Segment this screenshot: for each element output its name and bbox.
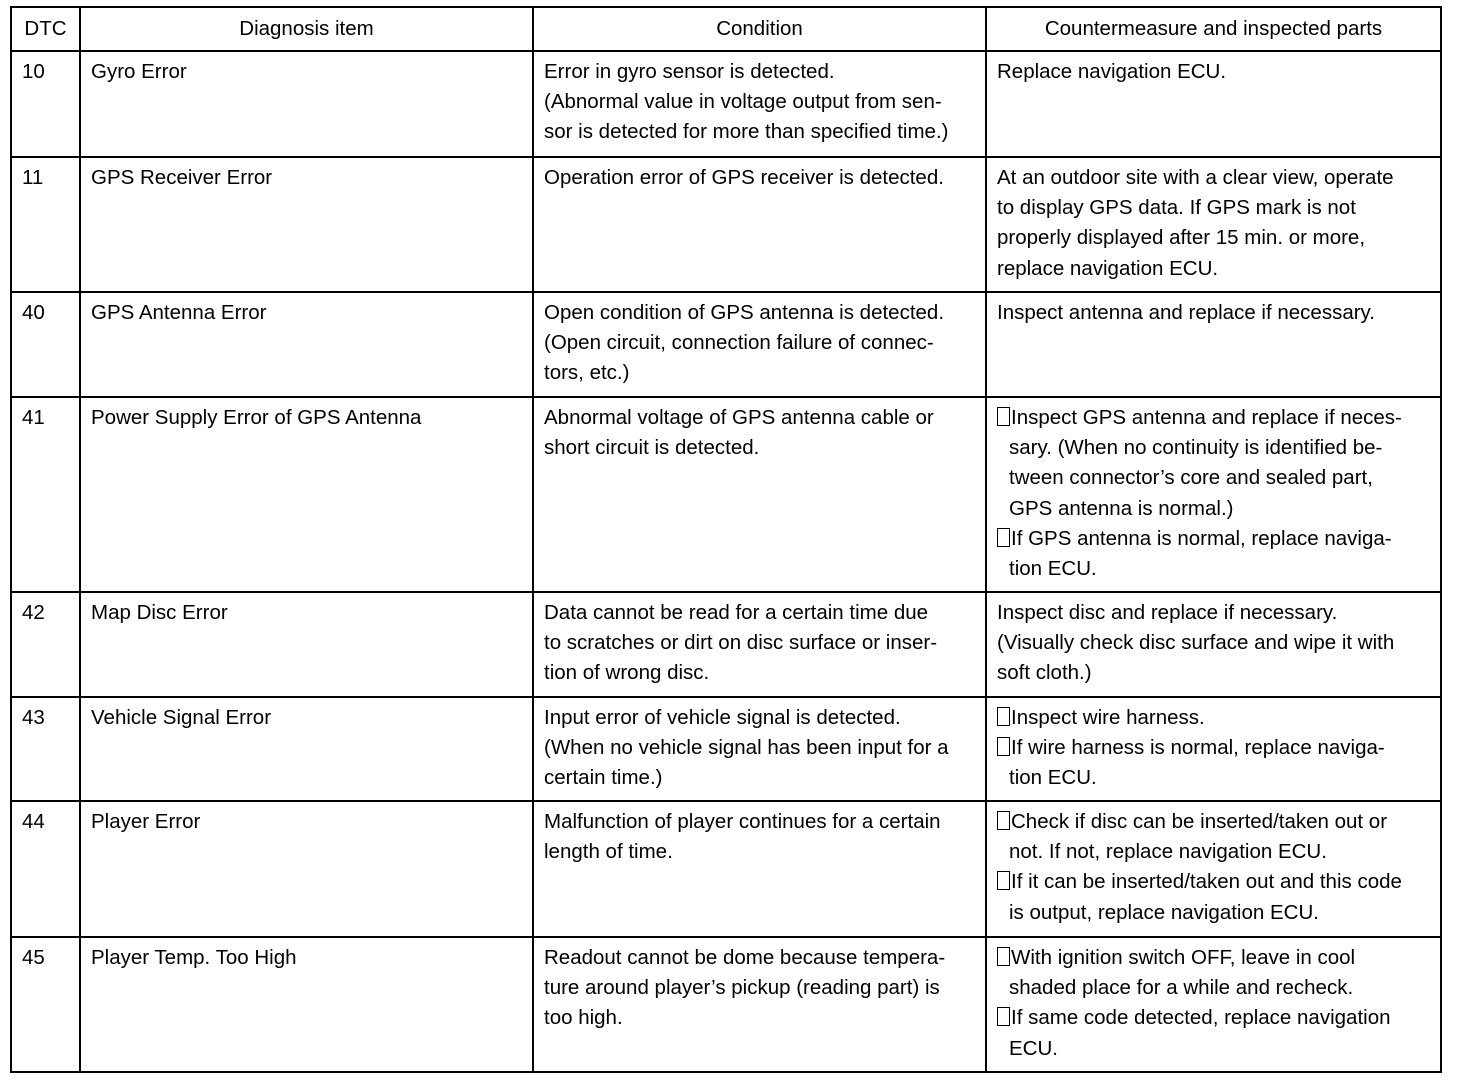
bullet-item — [997, 733, 1430, 793]
countermeasure-line: If it can be inserted/taken out and this code — [1011, 870, 1402, 894]
bullet-item — [997, 703, 1430, 733]
dtc-code: 11 — [11, 157, 80, 292]
condition-cell — [533, 292, 986, 397]
bullet-box-icon — [997, 528, 1010, 547]
bullet-box-icon — [997, 737, 1010, 756]
bullet-box-icon — [997, 1007, 1010, 1026]
header-diagnosis-item: Diagnosis item — [80, 7, 533, 51]
countermeasure-line: is output, replace navigation ECU. — [1009, 900, 1319, 924]
dtc-code: 45 — [11, 937, 80, 1072]
dtc-code: 42 — [11, 592, 80, 697]
countermeasure-line: sary. (When no continuity is identified be- — [1009, 436, 1383, 460]
countermeasure-line: ECU. — [1009, 1036, 1058, 1060]
diagnosis-item: Vehicle Signal Error — [80, 697, 533, 801]
countermeasure-line: tion ECU. — [1009, 766, 1097, 790]
countermeasure-cell — [986, 937, 1441, 1072]
condition-cell — [533, 801, 986, 937]
countermeasure-line: soft cloth.) — [997, 661, 1092, 685]
header-condition: Condition — [533, 7, 986, 51]
countermeasure-line: replace navigation ECU. — [997, 256, 1219, 280]
bullet-item — [997, 1003, 1430, 1063]
condition-cell — [533, 157, 986, 292]
table-row — [11, 397, 1441, 592]
table-row — [11, 292, 1441, 397]
condition-line: Data cannot be read for a certain time due — [544, 601, 929, 624]
condition-line: Abnormal voltage of GPS antenna cable or — [544, 406, 934, 429]
condition-line: sor is detected for more than specified time.) — [544, 120, 949, 144]
countermeasure-line: not. If not, replace navigation ECU. — [1009, 840, 1327, 864]
condition-line: Readout cannot be dome because tempera- — [544, 946, 946, 969]
bullet-item — [997, 943, 1430, 1003]
bullet-box-icon — [997, 871, 1010, 890]
header-countermeasure: Countermeasure and inspected parts — [986, 7, 1441, 51]
countermeasure-line: to display GPS data. If GPS mark is not — [997, 196, 1356, 220]
header-dtc: DTC — [11, 7, 80, 51]
condition-cell — [533, 697, 986, 801]
countermeasure-line: properly displayed after 15 min. or more, — [997, 226, 1366, 250]
diagnosis-item: Player Temp. Too High — [80, 937, 533, 1072]
bullet-item — [997, 403, 1430, 524]
header-row — [11, 7, 1441, 51]
table-row — [11, 51, 1441, 157]
condition-line: (When no vehicle signal has been input for a — [544, 736, 949, 760]
table-row — [11, 937, 1441, 1072]
countermeasure-cell — [986, 592, 1441, 697]
countermeasure-line: If wire harness is normal, replace naviga- — [1011, 736, 1385, 760]
condition-line: certain time.) — [544, 766, 663, 790]
table-row — [11, 801, 1441, 937]
countermeasure-line: With ignition switch OFF, leave in cool — [1011, 946, 1356, 969]
condition-line: to scratches or dirt on disc surface or inser- — [544, 631, 938, 655]
dtc-code: 41 — [11, 397, 80, 592]
diagnosis-item: Power Supply Error of GPS Antenna — [80, 397, 533, 592]
dtc-code: 43 — [11, 697, 80, 801]
dtc-table — [10, 6, 1442, 1073]
condition-line: Input error of vehicle signal is detected. — [544, 706, 901, 729]
countermeasure-line: Check if disc can be inserted/taken out or — [1011, 810, 1388, 833]
table-row — [11, 697, 1441, 801]
countermeasure-line: Inspect disc and replace if necessary. — [997, 601, 1338, 624]
condition-line: short circuit is detected. — [544, 436, 760, 460]
countermeasure-line: Inspect antenna and replace if necessary. — [997, 301, 1375, 324]
countermeasure-line: GPS antenna is normal.) — [1009, 496, 1234, 520]
bullet-box-icon — [997, 707, 1010, 726]
countermeasure-cell — [986, 157, 1441, 292]
condition-line: Open condition of GPS antenna is detected. — [544, 301, 945, 324]
countermeasure-line: shaded place for a while and recheck. — [1009, 976, 1354, 1000]
countermeasure-line: Replace navigation ECU. — [997, 60, 1227, 83]
bullet-box-icon — [997, 811, 1010, 830]
bullet-box-icon — [997, 947, 1010, 966]
countermeasure-line: (Visually check disc surface and wipe it with — [997, 631, 1395, 655]
countermeasure-cell — [986, 697, 1441, 801]
condition-cell — [533, 937, 986, 1072]
bullet-box-icon — [997, 407, 1010, 426]
countermeasure-line: If GPS antenna is normal, replace naviga- — [1011, 526, 1392, 550]
countermeasure-line: tween connector’s core and sealed part, — [1009, 466, 1373, 490]
countermeasure-line: Inspect GPS antenna and replace if neces- — [1011, 406, 1402, 429]
bullet-item — [997, 807, 1430, 867]
countermeasure-cell — [986, 51, 1441, 157]
table-row — [11, 592, 1441, 697]
diagnosis-item: GPS Antenna Error — [80, 292, 533, 397]
table-row — [11, 157, 1441, 292]
condition-line: tors, etc.) — [544, 361, 630, 385]
condition-line: Operation error of GPS receiver is detected. — [544, 166, 944, 189]
dtc-code: 44 — [11, 801, 80, 937]
countermeasure-cell — [986, 292, 1441, 397]
condition-cell — [533, 397, 986, 592]
bullet-item — [997, 867, 1430, 927]
dtc-code: 40 — [11, 292, 80, 397]
countermeasure-line: Inspect wire harness. — [1011, 706, 1205, 729]
condition-line: tion of wrong disc. — [544, 661, 710, 685]
countermeasure-line: If same code detected, replace navigation — [1011, 1006, 1391, 1030]
diagnosis-item: Map Disc Error — [80, 592, 533, 697]
condition-cell — [533, 51, 986, 157]
condition-line: length of time. — [544, 840, 673, 864]
condition-cell — [533, 592, 986, 697]
condition-line: Malfunction of player continues for a certain — [544, 810, 941, 833]
diagnosis-item: GPS Receiver Error — [80, 157, 533, 292]
diagnosis-item: Gyro Error — [80, 51, 533, 157]
condition-line: too high. — [544, 1006, 623, 1030]
countermeasure-cell — [986, 397, 1441, 592]
countermeasure-line: At an outdoor site with a clear view, operate — [997, 166, 1394, 189]
condition-line: (Abnormal value in voltage output from sen- — [544, 90, 942, 114]
dtc-code: 10 — [11, 51, 80, 157]
bullet-item — [997, 524, 1430, 584]
condition-line: Error in gyro sensor is detected. — [544, 60, 835, 83]
countermeasure-cell — [986, 801, 1441, 937]
condition-line: ture around player’s pickup (reading part) is — [544, 976, 940, 1000]
condition-line: (Open circuit, connection failure of connec- — [544, 331, 934, 355]
diagnosis-item: Player Error — [80, 801, 533, 937]
countermeasure-line: tion ECU. — [1009, 557, 1097, 581]
